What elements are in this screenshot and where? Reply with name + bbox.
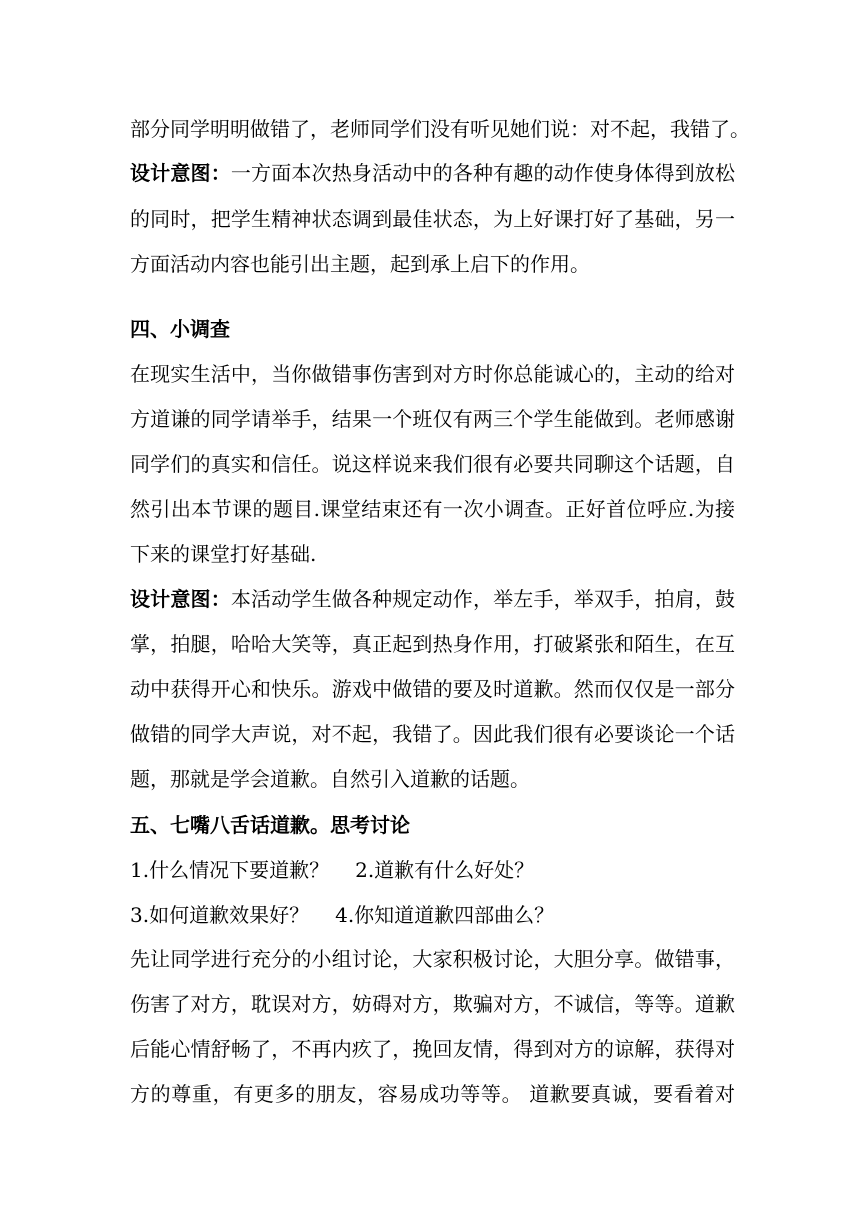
paragraph-line: 题，那就是学会道歉。自然引入道歉的话题。	[130, 767, 530, 791]
paragraph-line: 下来的课堂打好基础.	[130, 542, 317, 566]
paragraph-line: 方面活动内容也能引出主题，起到承上启下的作用。	[130, 252, 590, 276]
paragraph-line: 在现实生活中，当你做错事伤害到对方时你总能诚心的，主动的给对	[130, 362, 735, 386]
section-heading: 五、七嘴八舌话道歉。思考讨论	[130, 813, 410, 837]
paragraph-line: 动中获得开心和快乐。游戏中做错的要及时道歉。然而仅仅是一部分	[130, 677, 735, 701]
question-item: 2.道歉有什么好处？	[355, 858, 535, 882]
paragraph-line: 方的尊重，有更多的朋友，容易成功等等。 道歉要真诚，要看着对	[130, 1082, 735, 1106]
design-intent-paragraph-line	[130, 587, 735, 611]
question-item: 3.如何道歉效果好？	[130, 903, 310, 927]
paragraph-line: 伤害了对方，耽误对方，妨碍对方，欺骗对方，不诚信，等等。道歉	[130, 992, 735, 1016]
design-intent-paragraph-line	[130, 161, 735, 185]
design-intent-label: 设计意图：	[130, 587, 231, 611]
design-intent-label: 设计意图：	[130, 161, 231, 185]
paragraph-line: 部分同学明明做错了，老师同学们没有听见她们说：对不起，我错了。	[130, 117, 750, 141]
paragraph-line: 先让同学进行充分的小组讨论，大家积极讨论，大胆分享。做错事，	[130, 947, 735, 971]
paragraph-line: 后能心情舒畅了，不再内疚了，挽回友情，得到对方的谅解，获得对	[130, 1037, 735, 1061]
question-item: 1.什么情况下要道歉？	[130, 858, 330, 882]
section-heading: 四、小调查	[130, 317, 230, 341]
design-intent-text: 本活动学生做各种规定动作，举左手，举双手，拍肩，鼓	[230, 587, 736, 611]
question-line	[130, 903, 735, 927]
question-item: 4.你知道道歉四部曲么？	[335, 903, 555, 927]
design-intent-text: 一方面本次热身活动中的各种有趣的动作使身体得到放松	[230, 161, 736, 185]
paragraph-line: 然引出本节课的题目.课堂结束还有一次小调查。正好首位呼应.为接	[130, 497, 735, 521]
paragraph-line: 方道谦的同学请举手，结果一个班仅有两三个学生能做到。老师感谢	[130, 407, 735, 431]
paragraph-line: 的同时，把学生精神状态调到最佳状态，为上好课打好了基础，另一	[130, 207, 735, 231]
paragraph-line: 掌，拍腿，哈哈大笑等，真正起到热身作用，打破紧张和陌生，在互	[130, 632, 735, 656]
paragraph-line: 做错的同学大声说，对不起，我错了。因此我们很有必要谈论一个话	[130, 722, 735, 746]
question-line	[130, 858, 735, 882]
paragraph-line: 同学们的真实和信任。说这样说来我们很有必要共同聊这个话题，自	[130, 452, 735, 476]
